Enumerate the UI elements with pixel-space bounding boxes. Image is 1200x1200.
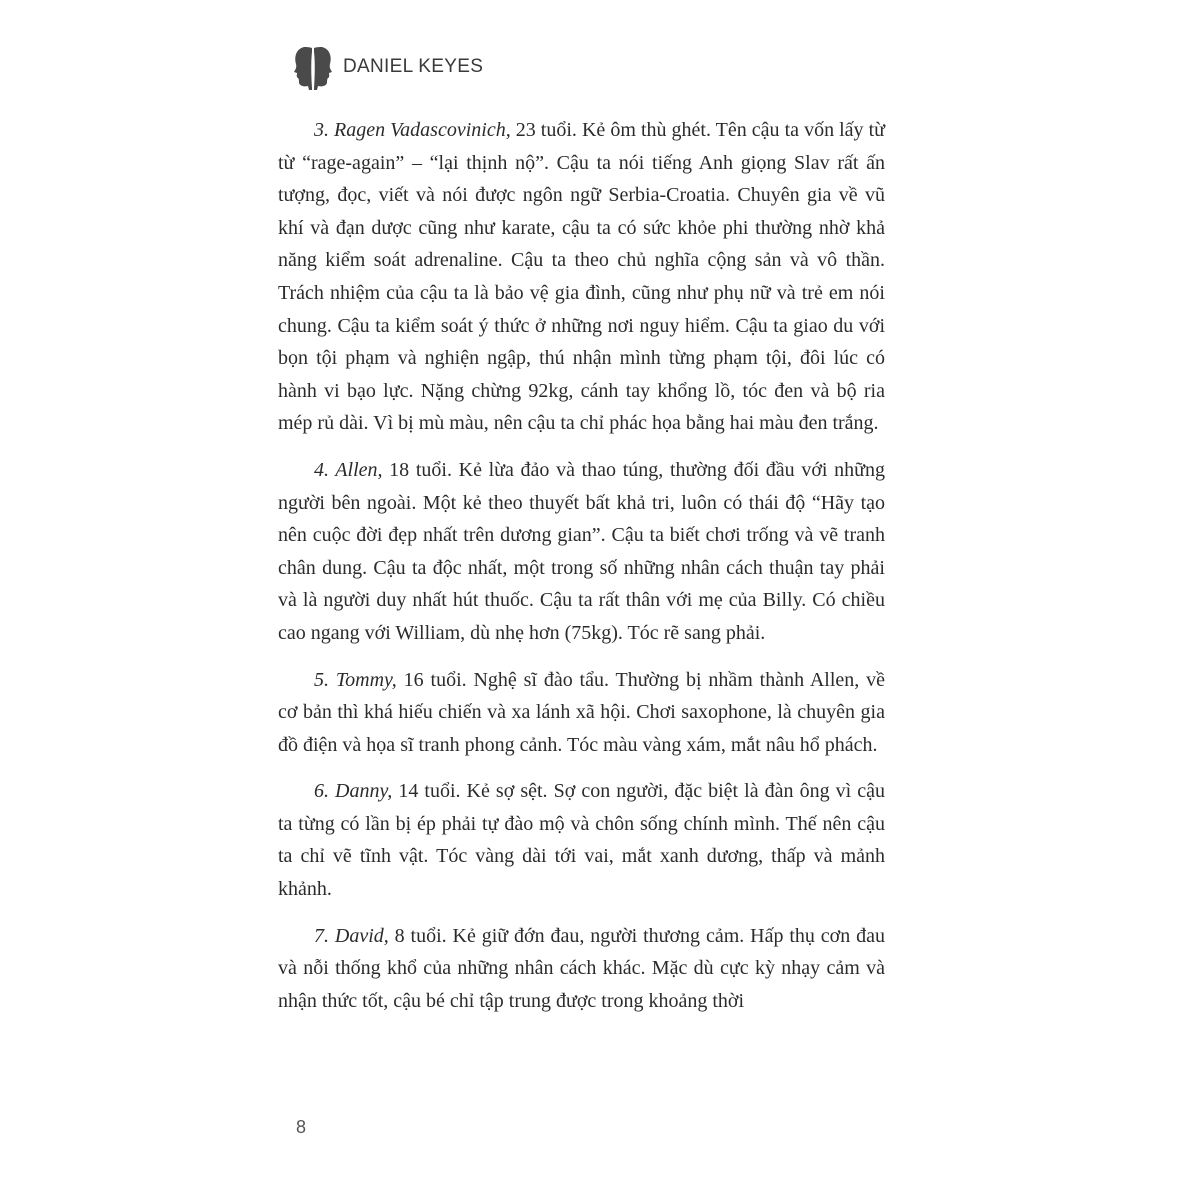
running-header [290, 42, 483, 92]
paragraph-text: 16 tuổi. Nghệ sĩ đào tẩu. Thường bị nhầm thành Allen, về cơ bản thì khá hiếu chiến và xa lánh xã hội. Chơi saxophone, là chuyên gia đồ điện và họa sĩ tranh phong cảnh. Tóc màu vàng xám, mắt nâu hổ phách. [278, 668, 885, 756]
paragraph-ragen [278, 114, 885, 440]
paragraph-text: 14 tuổi. Kẻ sợ sệt. Sợ con người, đặc biệt là đàn ông vì cậu ta từng có lần bị ép phải tự đào mộ và chôn sống chính mình. Thế nên cậu ta chỉ vẽ tĩnh vật. Tóc vàng dài tới vai, mắt xanh dương, thấp và mảnh khảnh. [278, 780, 885, 901]
paragraph-text: 18 tuổi. Kẻ lừa đảo và thao túng, thường đối đầu với những người bên ngoài. Một kẻ theo thuyết bất khả tri, luôn có thái độ “Hãy tạo nên cuộc đời đẹp nhất trên dương gian”. Cậu ta biết chơi trống và vẽ tranh chân dung. Cậu ta độc nhất, một trong số những nhân cách thuận tay phải và là người duy nhất hút thuốc. Cậu ta rất thân với mẹ của Billy. Có chiều cao ngang với William, dù nhẹ hơn (75kg). Tóc rẽ sang phải. [278, 458, 885, 644]
character-name: 5. Tommy, [314, 668, 397, 691]
twin-faces-logo-icon [290, 44, 336, 90]
author-name: DANIEL KEYES [343, 56, 484, 77]
paragraph-david [278, 920, 885, 1018]
character-name: 3. Ragen Vadascovinich, [314, 119, 511, 141]
page-number: 8 [296, 1117, 307, 1137]
paragraph-allen [278, 454, 885, 650]
paragraph-text: 23 tuổi. Kẻ ôm thù ghét. Tên cậu ta vốn lấy từ từ “rage-again” – “lại thịnh nộ”. Cậu ta nói tiếng Anh giọng Slav rất ấn tượng, đọc, viết và nói được ngôn ngữ Serbia-Croatia. Chuyên gia về vũ khí và đạn dược cũng như karate, cậu ta có sức khỏe phi thường nhờ khả năng kiểm soát adrenaline. Cậu ta theo chủ nghĩa cộng sản và vô thần. Trách nhiệm của cậu ta là bảo vệ gia đình, cũng như phụ nữ và trẻ em nói chung. Cậu ta kiểm soát ý thức ở những nơi nguy hiểm. Cậu ta giao du với bọn tội phạm và nghiện ngập, thú nhận mình từng phạm tội, đôi lúc có hành vi bạo lực. Nặng chừng 92kg, cánh tay khổng lồ, tóc đen và bộ ria mép rủ dài. Vì bị mù màu, nên cậu ta chỉ phác họa bằng hai màu đen trắng. [278, 119, 885, 435]
character-name: 4. Allen, [314, 458, 383, 481]
page-body [278, 114, 885, 1031]
character-name: 7. David, [314, 924, 389, 947]
paragraph-text: 8 tuổi. Kẻ giữ đớn đau, người thương cảm. Hấp thụ cơn đau và nỗi thống khổ của những nhân cách khác. Mặc dù cực kỳ nhạy cảm và nhận thức tốt, cậu bé chỉ tập trung được trong khoảng thời [278, 924, 885, 1012]
paragraph-tommy [278, 664, 885, 762]
paragraph-danny [278, 775, 885, 905]
character-name: 6. Danny, [314, 780, 393, 803]
